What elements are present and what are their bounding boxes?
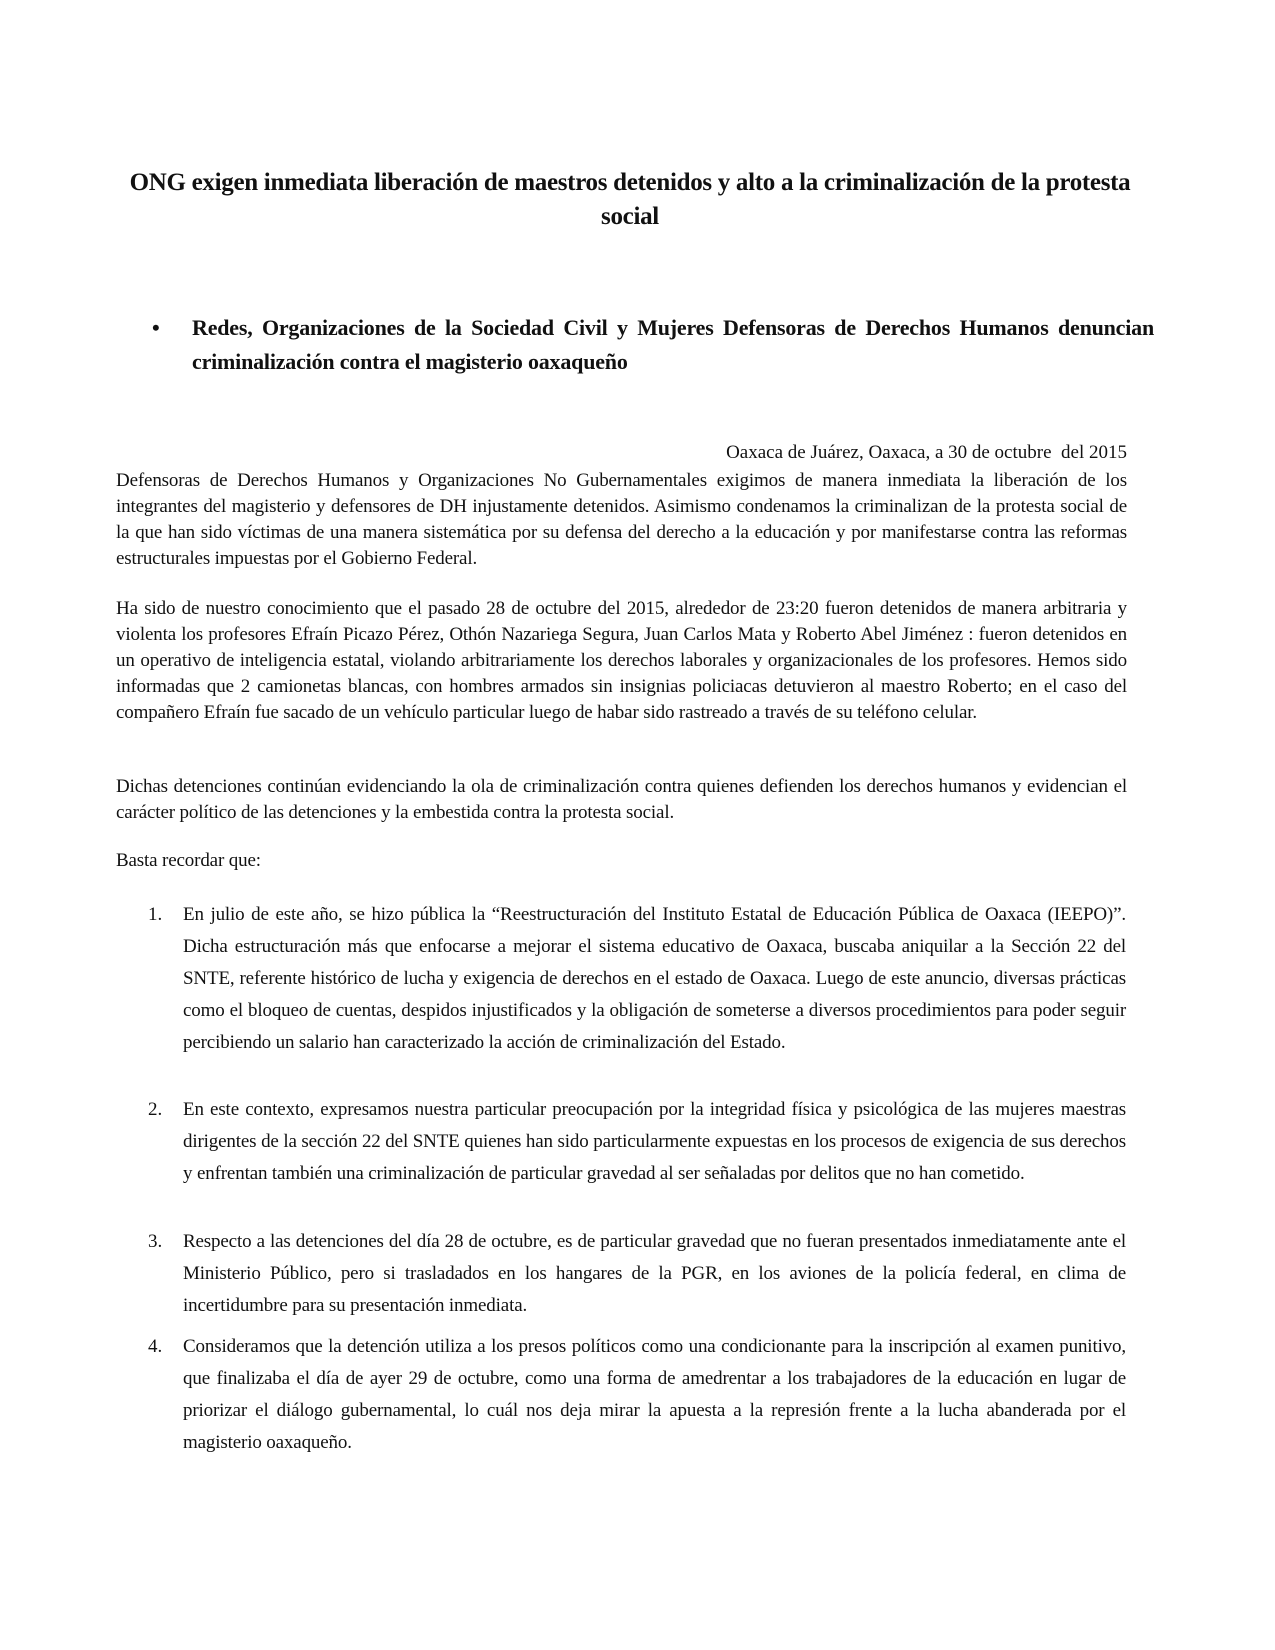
paragraph-criminalization: Dichas detenciones continúan evidenciando la ola de criminalización contra quienes defienden los derechos humanos y evidencian el carácter político de las detenciones y la embestida contra la protesta social. — [116, 776, 1127, 823]
list-item-text: Consideramos que la detención utiliza a los presos políticos como una condicionante para la inscripción al examen punitivo, que finalizaba el día de ayer 29 de octubre, como una forma de amedrentar a los trabajadores de la educación en lugar de priorizar el diálogo gubernamental, lo cuál nos deja mirar la apuesta a la represión frente a la lucha abanderada por el magisterio oaxaqueño. — [183, 1336, 1126, 1453]
bullet-icon: • — [152, 315, 160, 340]
list-item-text: En este contexto, expresamos nuestra particular preocupación por la integridad física y psicológica de las mujeres maestras dirigentes de la sección 22 del SNTE quienes han sido particularmente expuestas en los procesos de exigencia de sus derechos y enfrentan también una criminalización de particular gravedad al ser señaladas por delitos que no han cometido. — [183, 1099, 1126, 1184]
list-item-number: 4. — [148, 1336, 163, 1357]
paragraph-intro: Defensoras de Derechos Humanos y Organizaciones No Gubernamentales exigimos de manera inmediata la liberación de los integrantes del magisterio y defensores de DH injustamente detenidos. Asimismo condenamos la criminalizan de la protesta social de la que han sido víctimas de una manera sistemática por su defensa del derecho a la educación y por manifestarse contra las reformas estructurales impuestas por el Gobierno Federal. — [116, 470, 1127, 569]
list-item-number: 1. — [148, 904, 163, 925]
paragraph-detentions: Ha sido de nuestro conocimiento que el pasado 28 de octubre del 2015, alrededor de 23:20 fueron detenidos de manera arbitraria y violenta los profesores Efraín Picazo Pérez, Othón Nazariega Segura, Juan Carlos Mata y Roberto Abel Jiménez : fueron detenidos en un operativo de inteligencia estatal, violando arbitrariamente los derechos laborales y organizacionales de los profesores. Hemos sido informadas que 2 camionetas blancas, con hombres armados sin insignias policiacas detuvieron al maestro Roberto; en el caso del compañero Efraín fue sacado de un vehículo particular luego de habar sido rastreado a través de su teléfono celular. — [116, 598, 1127, 723]
paragraph-list-lead: Basta recordar que: — [116, 850, 261, 871]
list-item-number: 3. — [148, 1231, 163, 1252]
list-item-text: En julio de este año, se hizo pública la “Reestructuración del Instituto Estatal de Educación Pública de Oaxaca (IEEPO)”. Dicha estructuración más que enfocarse a mejorar el sistema educativo de Oaxaca, buscaba aniquilar a la Sección 22 del SNTE, referente histórico de lucha y exigencia de derechos en el estado de Oaxaca. Luego de este anuncio, diversas prácticas como el bloqueo de cuentas, despidos injustificados y la obligación de someterse a diversos procedimientos para poder seguir percibiendo un salario han caracterizado la acción de criminalización del Estado. — [183, 904, 1126, 1053]
list-item-number: 2. — [148, 1099, 163, 1120]
subtitle-text: Redes, Organizaciones de la Sociedad Civil y Mujeres Defensoras de Derechos Humanos denuncian criminalización contra el magisterio oaxaqueño — [192, 315, 1154, 374]
list-item-text: Respecto a las detenciones del día 28 de octubre, es de particular gravedad que no fueran presentados inmediatamente ante el Ministerio Público, pero si trasladados en los hangares de la PGR, en los aviones de la policía federal, en clima de incertidumbre para su presentación inmediata. — [183, 1231, 1126, 1316]
dateline: Oaxaca de Juárez, Oaxaca, a 30 de octubre del 2015 — [726, 442, 1127, 463]
document-title: ONG exigen inmediata liberación de maestros detenidos y alto a la criminalización de la protesta social — [129, 169, 1131, 230]
